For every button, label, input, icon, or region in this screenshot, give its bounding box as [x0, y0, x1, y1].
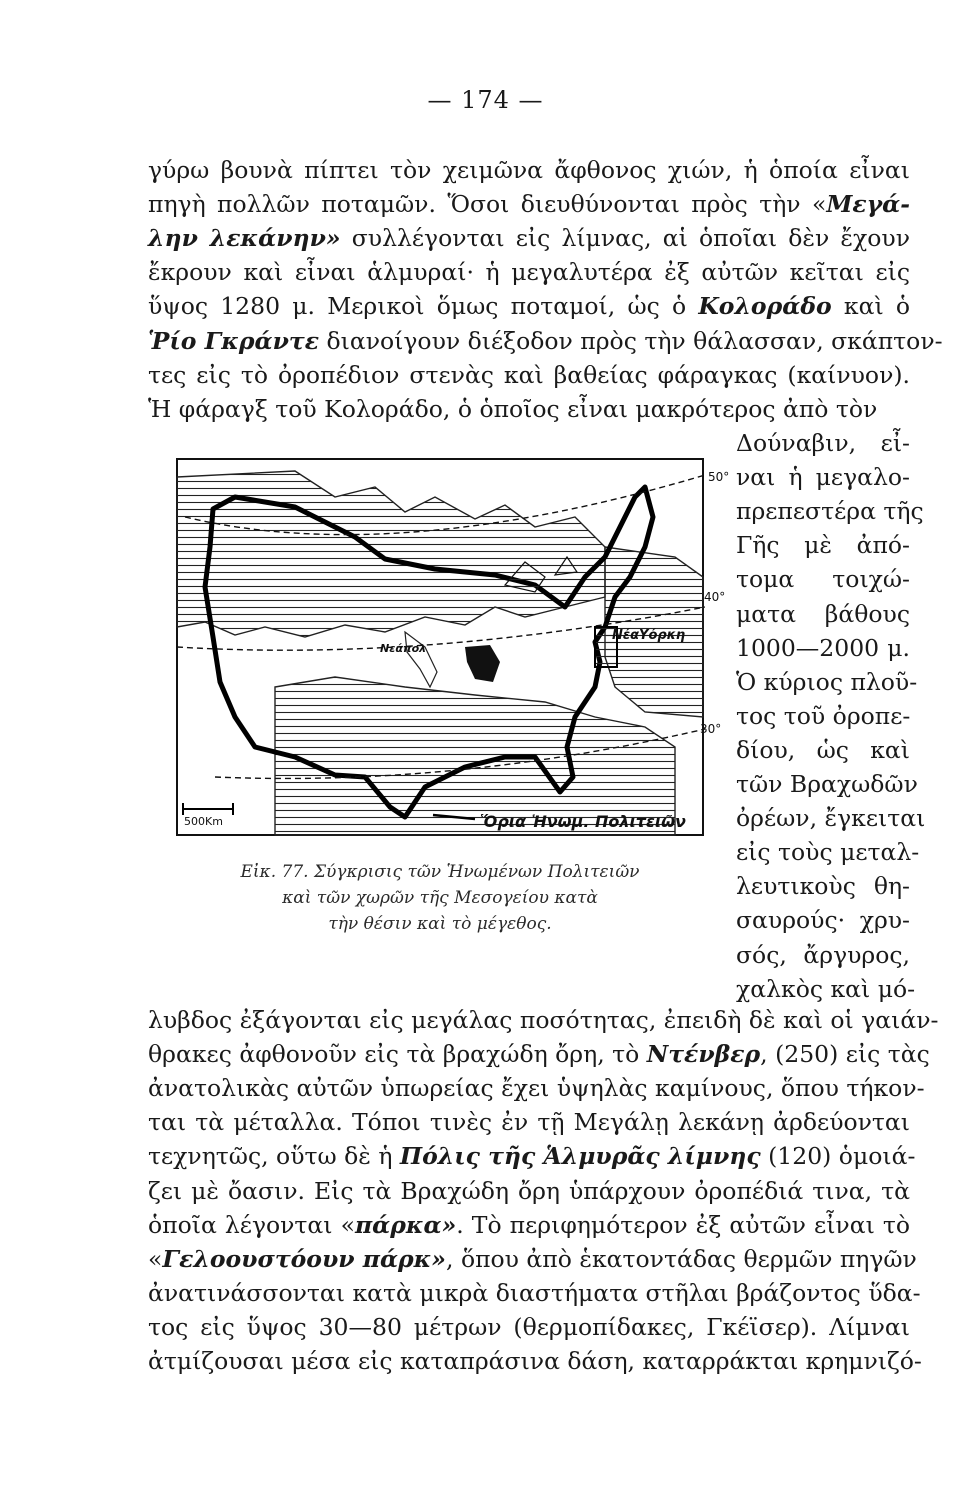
- side-line: [736, 838, 920, 867]
- text-run: . Τὸ περιφημότερον ἐξ αὐτῶν εἶναι τὸ: [456, 1210, 910, 1239]
- body-line: [148, 1347, 922, 1375]
- body-line: [148, 1006, 939, 1034]
- side-line: [736, 600, 910, 628]
- body-line: [148, 1108, 910, 1136]
- text-run: , (250) εἰς τὰς: [760, 1040, 930, 1069]
- body-line: [148, 1211, 910, 1239]
- side-line: [736, 634, 910, 662]
- body-line: [148, 258, 910, 286]
- text-run: ἀνατινάσσονται κατὰ μικρὰ διαστήματα στῆλαι βράζοντος ὕδα-: [148, 1278, 921, 1307]
- body-line: [148, 1142, 916, 1171]
- side-line: [736, 974, 916, 1003]
- text-run: ἀνατολικὰς αὐτῶν ὑπωρείας ἔχει ὑψηλὰς καμίνους, ὅπου τήκον-: [148, 1074, 925, 1103]
- text-run: Ὁ κύριος πλοῦ-: [736, 667, 918, 696]
- caption-line: τὴν θέσιν καὶ τὸ μέγεθος.: [328, 914, 552, 934]
- text-run: χαλκὸς καὶ μό-: [736, 974, 916, 1003]
- body-line: [148, 156, 910, 184]
- map-figure: [175, 457, 705, 837]
- text-run: ὀρέων, ἔγκειται: [736, 804, 926, 833]
- side-line: [736, 429, 910, 457]
- text-run: 1000—2000 μ.: [736, 633, 910, 662]
- side-line: [736, 565, 910, 593]
- body-line: [148, 1074, 925, 1103]
- text-run: εἰς τοὺς μεταλ-: [736, 838, 920, 867]
- text-run: ἔκρουν καὶ εἶναι ἁλμυραί· ἡ μεγαλυτέρα ἐξ αὐτῶν κεῖται εἰς: [148, 258, 910, 287]
- side-line: [736, 906, 910, 934]
- text-run: σός, ἄργυρος,: [736, 940, 910, 969]
- body-line: [148, 1244, 917, 1273]
- text-run: λυβδος ἐξάγονται εἰς μεγάλας ποσότητας, ἐπειδὴ δὲ καὶ οἱ γαιάν-: [148, 1006, 939, 1034]
- body-line: [148, 1313, 910, 1341]
- body-line: [148, 395, 910, 423]
- text-run: λευτικοὺς θη-: [736, 872, 910, 901]
- side-line: [736, 736, 910, 764]
- text-run: διανοίγουν διέξοδον πρὸς τὴν θάλασσαν, σκάπτον-: [319, 326, 943, 355]
- text-run: ζει μὲ ὄασιν. Εἰς τὰ Βραχώδη ὄρη ὑπάρχουν ὀροπέδιά τινα, τὰ: [148, 1176, 910, 1205]
- text-run: τος τοῦ ὀροπε-: [736, 701, 911, 730]
- text-run: , ὅπου ἀπὸ ἑκατοντάδας θερμῶν πηγῶν: [446, 1244, 917, 1273]
- side-line: [736, 770, 918, 798]
- borders-label: Ὅρια Ἡνωμ. Πολιτειῶν: [480, 812, 686, 831]
- side-line: [736, 463, 910, 491]
- body-line: [148, 361, 910, 389]
- new-york-label: ΝέαΥόρκη: [612, 628, 686, 643]
- body-line: [148, 190, 910, 218]
- naples-label: Νεάπολ: [380, 642, 427, 655]
- text-run: θρακες ἀφθονοῦν εἰς τὰ βραχώδη ὄρη, τὸ: [148, 1040, 647, 1069]
- text-run: τες εἰς τὸ ὀροπέδιον στενὰς καὶ βαθείας φάραγκας (καίνυον).: [148, 360, 910, 389]
- text-run: πηγὴ πολλῶν ποταμῶν. Ὅσοι διευθύνονται πρὸς τὴν «: [148, 190, 827, 219]
- text-run: σαυρούς· χρυ-: [736, 906, 910, 935]
- side-line: [736, 702, 910, 730]
- emphasized-term: λην λεκάνην»: [148, 224, 341, 253]
- latitude-30-label: 30°: [700, 722, 722, 736]
- emphasized-term: Μεγά-: [826, 190, 910, 219]
- text-run: Γῆς μὲ ἀπό-: [736, 531, 910, 560]
- body-line: [148, 224, 910, 252]
- emphasized-term: Κολοράδο: [698, 292, 832, 321]
- emphasized-term: Ντένβερ: [646, 1040, 761, 1069]
- latitude-40-label: 40°: [704, 590, 726, 604]
- side-line: [736, 497, 924, 526]
- text-run: Ἡ φάραγξ τοῦ Κολοράδο, ὁ ὁποῖος εἶναι μακρότερος ἀπὸ τὸν: [148, 394, 878, 423]
- page-number: — 174 —: [427, 86, 544, 114]
- italy-landmass: [405, 632, 437, 687]
- side-line: [736, 531, 910, 559]
- body-line: [148, 1177, 910, 1205]
- text-run: τῶν Βραχωδῶν: [736, 770, 918, 798]
- text-run: τεχνητῶς, οὕτω δὲ ἡ: [148, 1142, 400, 1171]
- caption-line: καὶ τῶν χωρῶν τῆς Μεσογείου κατὰ: [282, 888, 598, 908]
- comparison-map: [175, 457, 705, 837]
- text-run: (120) ὁμοιά-: [760, 1142, 916, 1171]
- text-run: ματα βάθους: [736, 599, 910, 628]
- text-run: συλλέγονται εἰς λίμνας, αἱ ὁποῖαι δὲν ἔχουν: [340, 224, 910, 253]
- emphasized-term: πάρκα»: [354, 1210, 457, 1239]
- text-run: δίου, ὡς καὶ: [736, 735, 910, 764]
- body-line: [148, 1040, 930, 1069]
- text-run: ἀτμίζουσαι μέσα εἰς καταπράσινα δάση, καταρράκται κρημνιζό-: [148, 1347, 922, 1375]
- scale-label: 500Km: [184, 815, 223, 828]
- text-run: τομα τοιχώ-: [736, 565, 910, 594]
- side-line: [736, 804, 926, 833]
- side-line: [736, 941, 910, 969]
- caption-line: Εἰκ. 77. Σύγκρισις τῶν Ἡνωμένων Πολιτειῶν: [240, 862, 640, 882]
- side-line: [736, 667, 918, 696]
- text-run: τος εἰς ὕψος 30—80 μέτρων (θερμοπίδακες, Γκέϊσερ). Λίμναι: [148, 1312, 910, 1341]
- text-run: «: [148, 1244, 163, 1273]
- text-run: γύρω βουνὰ πίπτει τὸν χειμῶνα ἄφθονος χιών, ἡ ὁποία εἶναι: [148, 156, 910, 184]
- body-line: [148, 292, 910, 320]
- latitude-50-label: 50°: [708, 470, 730, 484]
- emphasized-term: Γελοουστόουν πάρκ»: [162, 1244, 446, 1273]
- text-run: καὶ ὁ: [831, 292, 911, 321]
- text-run: Δούναβιν, εἶ-: [736, 429, 910, 457]
- emphasized-term: Ῥίο Γκράντε: [148, 326, 320, 355]
- body-line: [148, 326, 943, 355]
- emphasized-term: Πόλις τῆς Ἁλμυρᾶς λίμνης: [399, 1142, 761, 1171]
- text-run: ναι ἡ μεγαλο-: [736, 463, 910, 492]
- body-line: [148, 1278, 921, 1307]
- text-run: πρεπεστέρα τῆς: [736, 497, 924, 526]
- text-run: ται τὰ μέταλλα. Τόποι τινὲς ἐν τῇ Μεγάλῃ λεκάνῃ ἀρδεύονται: [148, 1108, 910, 1137]
- text-run: ὁποῖα λέγονται «: [148, 1210, 355, 1239]
- text-run: ὕψος 1280 μ. Μερικοὶ ὅμως ποταμοί, ὡς ὁ: [148, 292, 699, 321]
- side-line: [736, 872, 910, 900]
- greece-landmass: [465, 645, 500, 682]
